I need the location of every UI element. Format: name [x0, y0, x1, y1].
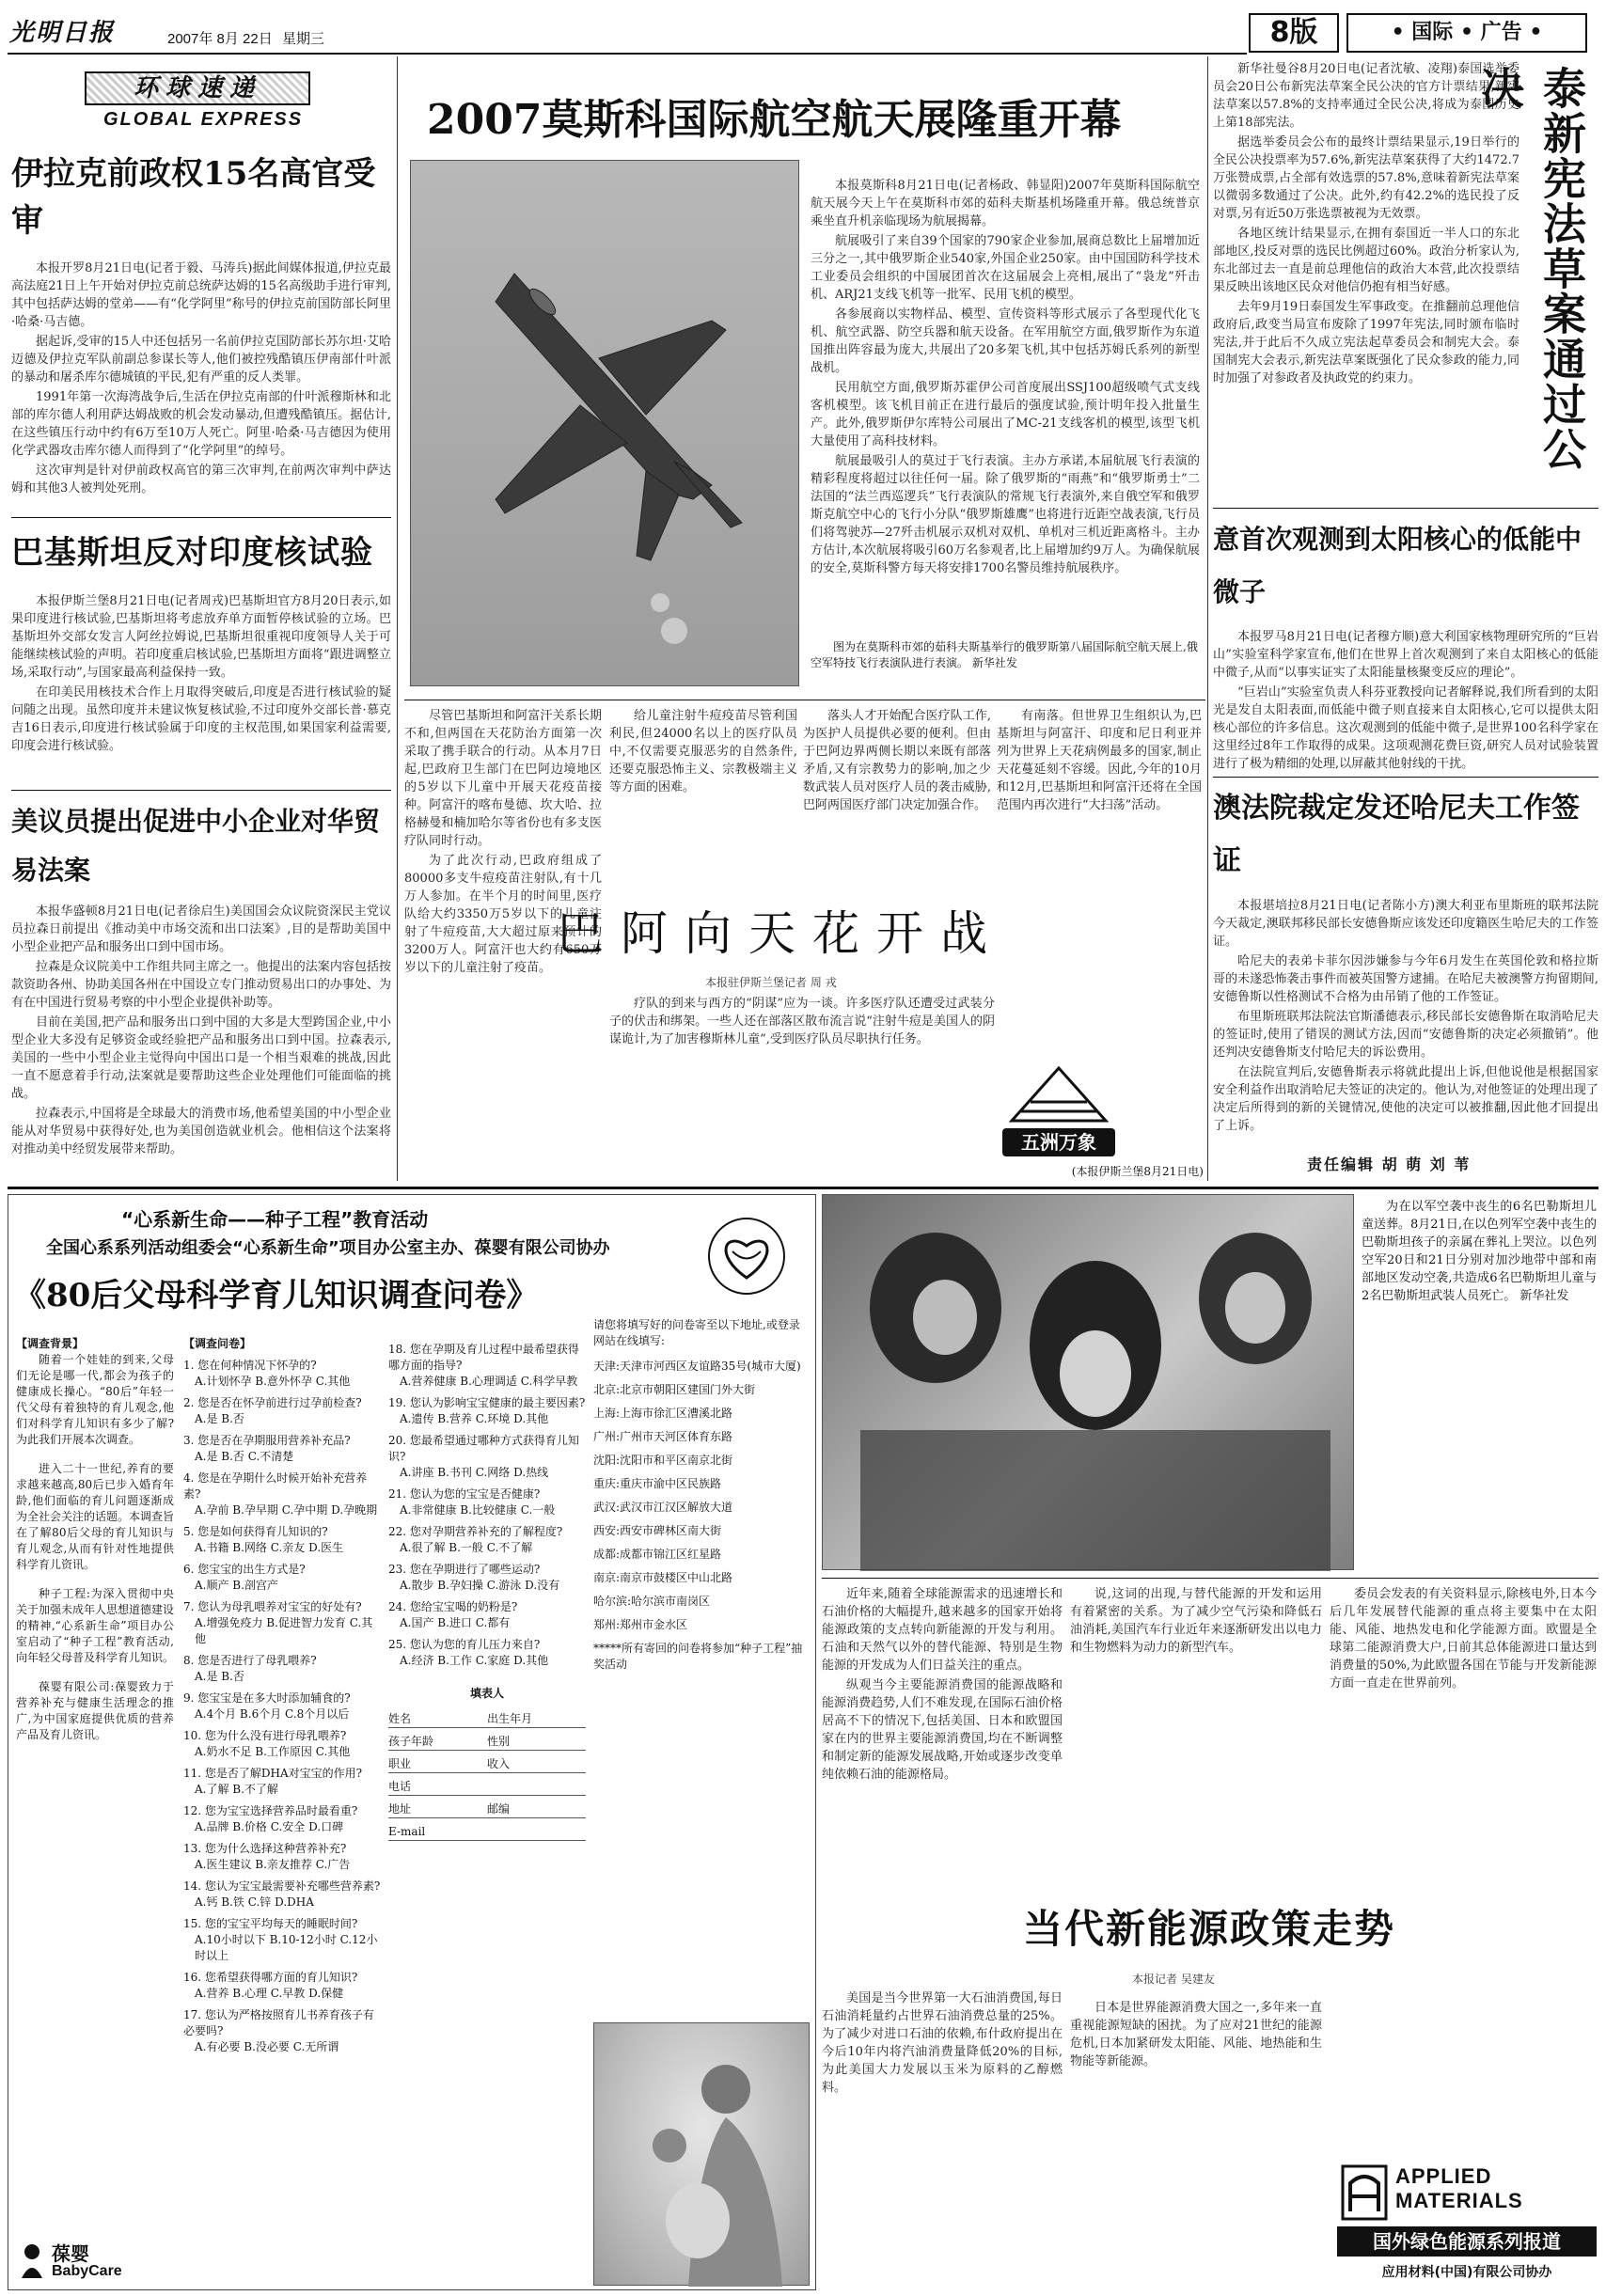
intro-text: 进入二十一世纪,养育的要求越来越高,80后已步入婚育年龄,他们面临的育儿问题逐渐成为全社会关注的话题。本调查旨在了解80后父母的育儿知识与育儿观念,从而有针对性地提供科学育儿资讯。 — [16, 1462, 175, 1571]
iraq-body — [11, 259, 391, 497]
question-item-31: 16. 您希望获得哪方面的育儿知识? — [183, 1971, 358, 1984]
contact-item: *****所有寄回的问卷将参加“种子工程”抽奖活动 — [593, 1642, 803, 1671]
moscow-headline: 2007莫斯科国际航空航天展隆重开幕 — [427, 96, 1122, 144]
form-label-2: 邮编 — [487, 1802, 511, 1816]
pakistan-headline: 巴基斯坦反对印度核试验 — [11, 534, 373, 572]
us-sme-para-2: 拉森是众议院美中工作组共同主席之一。他提出的法案内容包括按款资助各州、协助美国各州在中国设立专门推动贸易出口的办事处、为有在中国进行贸易考察的中小型企业提供补助等。 — [11, 960, 391, 1010]
question-item-9: 5. 您是如何获得育儿知识的? — [183, 1525, 328, 1538]
smallpox-byline: 本报驻伊斯兰堡记者 周 戎 — [705, 976, 837, 989]
neutrino-para-2: “巨岩山”实验室负责人科芬亚教授向记者解释说,我们所看到的太阳光是发自太阳表面,而低能中微子则直接来自太阳核心,它可以提供太阳核心部位的许多信息。这次观测到的低能中微子,是世界100名科学家在这里经过8年工作取得的成果。这项观测花费巨资,研究人员对试验装置进行了极为精细的处理,以屏蔽其他射线的干扰。 — [1213, 685, 1598, 771]
energy-headline: 当代新能源政策走势 — [1022, 1906, 1395, 1952]
question-item-34: A.有必要 B.没必要 C.无所谓 — [195, 2040, 339, 2053]
smallpox-col-4 — [997, 707, 1202, 895]
question-item-14: A.增强免疫力 B.促进智力发育 C.其他 — [195, 1616, 373, 1645]
form-label: 孩子年龄 — [388, 1735, 434, 1748]
thailand-headline: 泰新宪法草案通过公决 — [1474, 66, 1587, 472]
contact-intro: 请您将填写好的问卷寄至以下地址,或登录网站在线填写: — [593, 1318, 800, 1347]
question-item-b-1: 18. 您在孕期及育儿过程中最希望获得哪方面的指导? — [388, 1343, 579, 1372]
question-item-6: A.是 B.否 C.不清楚 — [195, 1450, 294, 1463]
contact-item: 哈尔滨:哈尔滨市南岗区 — [593, 1595, 711, 1608]
question-item-b-6: A.讲座 B.书刊 C.网络 D.热线 — [400, 1466, 549, 1479]
question-item-21: 11. 您是否了解DHA对宝宝的作用? — [183, 1767, 363, 1780]
energy-col-4 — [822, 1989, 1063, 2287]
energy-para-5: 日本是世界能源消费大国之一,多年来一直重视能源短缺的困扰。为了应对21世纪的能源危机,日本加紧研发太阳能、风能、地热能和生物能等新能源。 — [1070, 2001, 1322, 2068]
question-item-29: 15. 您的宝宝平均每天的睡眠时间? — [183, 1917, 358, 1930]
paper-name: 光明日报 — [9, 19, 116, 47]
thailand-para-2: 据选举委员会公布的最终计票结果显示,19日举行的全民公决投票率为57.6%,新宪法草案获得了大约1472.7万张赞成票,占全部有效选票的57.8%,意味着新宪法草案以微弱多数通过了公决。此外,约有42.2%的选民投了反对票,另有近50万张选票被视为无效票。 — [1213, 135, 1519, 221]
question-item-b-7: 21. 您认为您的宝宝是否健康? — [388, 1487, 541, 1501]
ad-col-4 — [593, 1317, 810, 2013]
question-item-b-16: A.经济 B.工作 C.家庭 D.其他 — [400, 1654, 549, 1667]
applied-materials-logo — [1337, 2161, 1597, 2287]
issue-date: 2007年 8月 22日 — [167, 31, 273, 47]
energy-para-1: 近年来,随着全球能源需求的迅速增长和石油价格的大幅提升,越来越多的国家开始将能源政策的支点转向新能源的开发与利用。石油和天然气以外的替代能源、特别是生物能源的开发成为人们日益关注的重点。 — [822, 1587, 1063, 1673]
contact-item: 武汉:武汉市江汉区解放大道 — [593, 1501, 733, 1514]
question-item-20: A.奶水不足 B.工作原因 C.其他 — [195, 1745, 351, 1758]
masthead — [0, 0, 1606, 56]
survey-ad — [8, 1194, 816, 2290]
form-label: 地址 — [388, 1802, 412, 1816]
mother-baby-photo — [593, 2022, 810, 2286]
energy-byline: 本报记者 吴建友 — [1132, 1973, 1215, 1986]
question-item-22: A.了解 B.不了解 — [195, 1783, 278, 1796]
global-express-badge — [66, 71, 348, 137]
babycare-icon — [18, 2242, 46, 2280]
background-title: 【调查背景】 — [16, 1337, 85, 1350]
issue-weekday: 星期三 — [282, 31, 325, 47]
question-item-23: 12. 您为宝宝选择营养品时最看重? — [183, 1804, 358, 1817]
ad-col-3 — [388, 1336, 586, 2286]
smallpox-para-1: 尽管巴基斯坦和阿富汗关系长期不和,但两国在天花防治方面第一次采取了携手联合的行动。从本月7日起,巴政府卫生部门在巴阿边境地区的5岁以下儿童中开展天花疫苗接种。阿富汗的喀布曼德、坎大哈、拉格赫曼和楠加哈尔等省份也有多支医疗队同时行动。 — [404, 709, 602, 848]
contact-list — [593, 1359, 810, 1673]
question-item-b-15: 25. 您认为您的育儿压力来自? — [388, 1638, 541, 1651]
ad-title: 《80后父母科学育儿知识调查问卷》 — [14, 1277, 539, 1314]
sponsor-name: APPLIED MATERIALS — [1395, 2164, 1523, 2212]
pakistan-para-2: 在印美民用核技术合作上月取得突破后,印度是否进行核试验的疑问随之出现。虽然印度并未建议恢复核试验,不过印度外交部长普·慕克吉16日表示,印度进行核试验属于印度的主权范围,如果国家利益需要,印度会进行核试验。 — [11, 685, 391, 753]
company-text: 葆婴有限公司:葆婴致力于营养补充与健康生活理念的推广,为中国家庭提供优质的营养产品及育儿资讯。 — [16, 1680, 174, 1741]
question-item-b-9: 22. 您对孕期营养补充的了解程度? — [388, 1525, 563, 1538]
ad-col-1 — [16, 1336, 174, 2286]
us-sme-body — [11, 903, 391, 1158]
pakistan-body — [11, 592, 391, 755]
question-item-8: A.孕前 B.孕早期 C.孕中期 D.孕晚期 — [195, 1503, 378, 1517]
question-item-b-3: 19. 您认为影响宝宝健康的最主要因素? — [388, 1396, 586, 1409]
neutrino-para-1: 本报罗马8月21日电(记者穆方顺)意大利国家核物理研究所的“巨岩山”实验室科学家宣布,他们在世界上首次观测到了来自太阳核心的低能中微子,从而“以事实证实了太阳能量核聚变反应的理论”。 — [1213, 630, 1598, 680]
smallpox-para-6: 疗队的到来与西方的“阴谋”应为一谈。许多医疗队还遭受过武装分子的伏击和绑架。一些人还在部落区散布流言说“注射牛痘是美国人的阴谋诡计,为了加害穆斯林儿童”,受到医疗队员尽职执行任务。 — [609, 997, 995, 1046]
ad-organizer: 全国心系系列活动组委会“心系新生命”项目办公室主办、葆婴有限公司协办 — [46, 1238, 610, 1258]
iraq-rule — [11, 517, 391, 518]
form-row — [388, 1706, 586, 1728]
question-item-b-12: A.散步 B.孕妇操 C.游泳 D.没有 — [400, 1579, 560, 1592]
ad-col-2 — [183, 1336, 381, 2286]
energy-para-3: 美国是当今世界第一大石油消费国,每日石油消耗量约占世界石油消费总量的25%。为了减少对进口石油的依赖,布什政府提出在今后10年内将汽油消费量降低20%的目标,为此美国大力发展以玉米为原料的乙醇燃料。 — [822, 1991, 1063, 2095]
form-label: 电话 — [388, 1780, 412, 1793]
sponsor-credit: 应用材料(中国)有限公司协办 — [1381, 2265, 1552, 2280]
question-item-33: 17. 您认为严格按照育儿书养育孩子有必要吗? — [183, 2008, 374, 2037]
question-list-2 — [388, 1342, 586, 1669]
top-section-rule — [8, 1187, 1598, 1189]
question-item-11: 6. 您宝宝的出生方式是? — [183, 1563, 306, 1576]
form-label-2: 出生年月 — [487, 1712, 533, 1725]
section-label: • 国际 • 广告 • — [1346, 13, 1587, 53]
thailand-body — [1213, 60, 1519, 498]
question-item-b-5: 20. 您最希望通过哪种方式获得育儿知识? — [388, 1434, 579, 1463]
gaza-funeral-photo — [822, 1194, 1354, 1570]
smallpox-para-5: 有南落。但世界卫生组织认为,巴基斯坦与阿富汗、印度和尼日利亚并列为世界上天花病例最多的国家,制止天花蔓延刻不容缓。因此,今年的10月和12月,巴基斯坦和阿富汗还将在全国范围内再次进行“大扫荡”活动。 — [997, 709, 1202, 812]
contact-item: 北京:北京市朝阳区建国门外大街 — [593, 1383, 756, 1396]
gaza-photo-caption: 为在以军空袭中丧生的6名巴勒斯坦儿童送葬。8月21日,在以色列军空袭中丧生的巴勒斯坦孩子的亲属在葬礼上哭泣。以色列空军20日和21日分别对加沙地带中部和南部地区发动空袭,共造成6名巴勒斯坦儿童与2名巴勒斯坦武装人员死亡。 新华社发 — [1362, 1200, 1597, 1303]
wuzhou-logo-text: 五洲万象 — [1002, 1128, 1115, 1156]
question-item-b-13: 24. 您给宝宝喝的奶粉是? — [388, 1600, 518, 1613]
right-col-divider — [1207, 56, 1208, 1181]
thailand-article — [1213, 60, 1598, 502]
neutrino-headline: 意首次观测到太阳核心的低能中微子 — [1213, 524, 1582, 607]
question-item-25: 13. 您为什么选择这种营养补充? — [183, 1842, 347, 1855]
question-item-15: 8. 您是否进行了母乳喂养? — [183, 1654, 317, 1667]
applied-materials-icon — [1341, 2164, 1388, 2221]
neutrino-rule — [1213, 777, 1598, 778]
form-title: 填表人 — [469, 1687, 504, 1700]
question-item-28: A.钙 B.铁 C.锌 D.DHA — [195, 1895, 314, 1909]
questionnaire-title: 【调查问卷】 — [183, 1337, 252, 1350]
question-item-18: A.4个月 B.6个月 C.8个月以后 — [195, 1707, 350, 1721]
background-text: 随着一个娃娃的到来,父母们无论是哪一代,都会为孩子的健康成长操心。“80后”年轻一代父母有着独特的育儿观念,他们对科学育儿知识有多少了解?为此我们开展本次调查。 — [16, 1353, 174, 1446]
question-item-4: A.是 B.否 — [195, 1412, 244, 1425]
smallpox-article — [404, 707, 1205, 1177]
ad-top-line: “心系新生命——种子工程”教育活动 — [121, 1208, 429, 1231]
contact-item: 南京:南京市鼓楼区中山北路 — [593, 1571, 733, 1584]
form-row — [388, 1751, 586, 1773]
macau-para-1: 本报堪培拉8月21日电(记者陈小方)澳大利亚布里斯班的联邦法院今天裁定,澳联邦移民部长安德鲁斯应该发还印度籍医生哈尼夫的工作签证。 — [1213, 899, 1598, 949]
macau-para-2: 哈尼夫的表弟卡菲尔因涉嫌参与今年6月发生在英国伦敦和格拉斯哥的未遂恐怖袭击事件而被英国警方逮捕。在哈尼夫被澳警方拘留期间,安德鲁斯以性格测试不合格为由吊销了他的工作签证。 — [1213, 954, 1598, 1004]
brand-en: BabyCare — [52, 2263, 122, 2279]
energy-para-4: 说,这词的出现,与替代能源的开发和运用有着紧密的关系。为了减少空气污染和降低石油消耗,美国汽车行业近年来逐渐研发出以电力和生物燃料为动力的新型汽车。 — [1070, 1587, 1322, 1655]
us-sme-article — [11, 797, 391, 1178]
question-item-b-10: A.很了解 B.一般 C.不了解 — [400, 1541, 533, 1554]
question-item-b-4: A.遗传 B.营养 C.环境 D.其他 — [400, 1412, 549, 1425]
fighter-jet-icon — [411, 161, 800, 687]
moscow-para-2: 航展吸引了来自39个国家的790家企业参加,展商总数比上届增加近三分之一,其中俄罗斯企业540家,外国企业250家。由中国国防科学技术工业委员会组织的中国展团首次在这届展会上亮相,展出了“袅龙”歼击机、ARJ21支线飞机等一批军、民用飞机的模型。 — [811, 234, 1200, 302]
energy-para-2: 纵观当今主要能源消费国的能源战略和能源消费趋势,人们不难发现,在国际石油价格居高不下的情况下,包括美国、日本和欧盟国家在内的世界主要能源消费国,均在不断调整和制定新的能源发展战略,开始或逐步改变单纯依赖石油的能源格局。 — [822, 1678, 1063, 1782]
seed-text: 种子工程:为深入贯彻中央关于加强未成年人思想道德建设的精神,“心系新生命”项目办公室启动了“种子工程”教育活动,向年轻父母普及科学育儿知识。 — [16, 1587, 175, 1664]
iraq-para-3: 1991年第一次海湾战争后,生活在伊拉克南部的什叶派穆斯林和北部的库尔德人利用萨达姆战败的机会发动暴动,但遭残酷镇压。据估计,在这些镇压行动中约有6万至10万人死亡。阿里·哈桑·马吉德因为使用化学武器攻击库尔德人而得到了“化学阿里”的绰号。 — [11, 390, 391, 458]
left-col-divider — [397, 56, 398, 1181]
question-item-b-8: A.非常健康 B.比较健康 C.一般 — [400, 1503, 556, 1517]
smallpox-para-3: 给儿童注射牛痘疫苗尽管利国利民,但24000名以上的医疗队员中,不仅需要克服恶劣的自然条件,还要克服恐怖主义、宗教极端主义等方面的困难。 — [609, 709, 797, 794]
global-express-en: GLOBAL EXPRESS — [103, 109, 304, 130]
question-item-b-14: A.国产 B.进口 C.都有 — [400, 1616, 511, 1629]
question-item-b-2: A.营养健康 B.心理调适 C.科学早教 — [400, 1375, 578, 1388]
contact-item: 成都:成都市锦江区红星路 — [593, 1548, 722, 1561]
moscow-photo-caption: 图为在莫斯科市郊的茹科夫斯基举行的俄罗斯第八届国际航空航天展上,俄空军特技飞行表演队进行表演。 新华社发 — [811, 640, 1198, 669]
moscow-article — [404, 56, 1205, 715]
energy-col-3 — [1330, 1585, 1597, 1830]
energy-article — [822, 1585, 1598, 2290]
heart-logo-icon — [704, 1214, 789, 1298]
question-item-30: A.10小时以下 B.10-12小时 C.12小时以上 — [195, 1933, 378, 1962]
thailand-para-3: 各地区统计结果显示,在拥有泰国近一半人口的东北部地区,投反对票的选民比例超过60%。政治分析家认为,东北部过去一直是前总理他信的政治大本营,此次投票结果反映出该地区民众对他信仍抱有相当好感。 — [1213, 227, 1519, 294]
thailand-para-4: 去年9月19日泰国发生军事政变。在推翻前总理他信政府后,政变当局宣布废除了1997年宪法,同时颁布临时宪法,并于此后不久成立宪法起草委员会和制宪大会。泰国制宪大会表示,新宪法草案既强化了民众参政的能力,同时加强了对参政者及执政党的约束力。 — [1213, 300, 1519, 385]
pyramid-icon — [1002, 1064, 1115, 1124]
neutrino-article — [1213, 513, 1598, 771]
contact-item: 沈阳:沈阳市和平区南京北街 — [593, 1454, 733, 1467]
question-item-b-11: 23. 您在孕期进行了哪些运动? — [388, 1563, 541, 1576]
smallpox-para-2: 为了此次行动,巴政府组成了80000多支牛痘疫苗注射队,有十几万人参加。在半个月的时间里,医疗队给大约3350万5岁以下的儿童注射了牛痘疫苗,大大超过原来预计的3200万人。阿富汗也大约有650万岁以下的儿童注射了疫苗。 — [404, 854, 602, 975]
energy-para-6: 委员会发表的有关资料显示,除核电外,日本今后几年发展替代能源的重点将主要集中在太阳能、风能、地热发电和化学能源方面。欧盟是全球第二能源消费大户,日前其总体能源进口量达到消费量的50%,为此欧盟各国在节能与开发新能源方面一直走在世界前列。 — [1330, 1587, 1597, 1691]
question-item-13: 7. 您认为母乳喂养对宝宝的好处有? — [183, 1600, 362, 1613]
moscow-para-5: 航展最吸引人的莫过于飞行表演。主办方承诺,本届航展飞行表演的精彩程度将超过以往任何一届。除了俄罗斯的“雨燕”和“俄罗斯勇士”二法国的“法兰西巡逻兵”飞行表演队的常规飞行表演外,来自俄空军和俄罗斯克航空中心的飞行小分队“俄罗斯雄鹰”也将进行近距空战表演,飞行员们将驾驶苏—27歼击机展示双机对双机、单机对三机近距离格斗。主办方估计,本次航展将吸引60万名参观者,比上届增加约9万人。为确保航展的安全,莫斯科警方每天将安排1700名警员维持航展秩序。 — [811, 454, 1200, 575]
contact-item: 天津:天津市河西区友谊路35号(城市大厦) — [593, 1360, 801, 1373]
masthead-rule — [8, 53, 1247, 55]
question-item-17: 9. 您宝宝是在多大时添加辅食的? — [183, 1691, 351, 1705]
airshow-photo — [410, 160, 799, 686]
form-row — [388, 1773, 586, 1796]
question-list-1 — [183, 1358, 381, 2055]
contact-item: 上海:上海市徐汇区漕溪北路 — [593, 1407, 733, 1420]
moscow-para-3: 各参展商以实物样品、模型、宣传资料等形式展示了各型现代化飞机、航空武器、防空兵器和航天设备。在军用航空方面,俄罗斯作为东道国推出阵容最为庞大,共展出了20多架飞机,其中包括苏姆氏系列的新型战机。 — [811, 307, 1200, 375]
moscow-para-1: 本报莫斯科8月21日电(记者杨政、韩显阳)2007年莫斯科国际航空航天展今天上午在莫斯科市郊的茹科夫斯基机场隆重开幕。俄总统普京乘坐直升机亲临现场为航展揭幕。 — [811, 179, 1200, 228]
iraq-article — [11, 150, 391, 506]
thailand-para-1: 新华社曼谷8月20日电(记者沈敏、凌翔)泰国选举委员会20日公布新宪法草案全民公决的官方计票结果,新宪法草案以57.8%的支持率通过全民公决,将成为泰国历史上第18部宪法。 — [1213, 62, 1519, 130]
survey-form — [388, 1706, 586, 1841]
form-row — [388, 1728, 586, 1751]
iraq-headline: 伊拉克前政权15名高官受审 — [11, 155, 376, 240]
ad-heart-logo — [704, 1214, 789, 1298]
question-item-5: 3. 您是否在孕期服用营养补充品? — [183, 1434, 351, 1447]
form-row — [388, 1818, 586, 1841]
macau-para-3: 布里斯班联邦法院法官斯潘德表示,移民部长安德鲁斯在取消哈尼夫的签证时,使用了错误的测试方法,因而“安德鲁斯的决定必须撤销”。他还判决安德鲁斯支付哈尼夫的诉讼费用。 — [1213, 1010, 1598, 1060]
question-item-7: 4. 您是在孕期什么时候开始补充营养素? — [183, 1471, 368, 1501]
smallpox-col-3 — [803, 707, 991, 895]
contact-item: 西安:西安市碑林区南大街 — [593, 1524, 722, 1537]
neutrino-body — [1213, 628, 1598, 773]
us-sme-headline: 美议员提出促进中小企业对华贸易法案 — [11, 806, 381, 886]
question-item-19: 10. 您为什么没有进行母乳喂养? — [183, 1729, 347, 1742]
babycare-logo — [18, 2239, 168, 2286]
question-item-12: A.顺产 B.剖宫产 — [195, 1579, 278, 1592]
contact-item: 重庆:重庆市渝中区民族路 — [593, 1477, 722, 1490]
form-row — [388, 1796, 586, 1818]
form-label: E-mail — [388, 1825, 426, 1838]
mourners-icon — [823, 1195, 1355, 1571]
question-item-24: A.品牌 B.价格 C.安全 D.口碑 — [195, 1820, 344, 1833]
contact-item: 郑州:郑州市金水区 — [593, 1618, 688, 1631]
question-item-2: A.计划怀孕 B.意外怀孕 C.其他 — [195, 1375, 351, 1388]
question-item-32: A.营养 B.心理 C.早教 D.保健 — [195, 1987, 344, 2000]
moscow-para-4: 民用航空方面,俄罗斯苏霍伊公司首度展出SSJ100超级喷气式支线客机模型。该飞机目前正在进行最后的强度试验,预计明年投入批量生产。此外,俄罗斯伊尔库特公司展出了MC-21支线客机的模型,该型飞机大量使用了高科技材料。 — [811, 381, 1200, 448]
macau-article — [1213, 782, 1598, 1149]
photo-rule — [822, 1578, 1598, 1579]
brand-name: 葆婴 — [52, 2242, 89, 2265]
global-express-title: 环球速递 — [85, 71, 310, 105]
question-item-16: A.是 B.否 — [195, 1670, 244, 1683]
us-sme-para-4: 拉森表示,中国将是全球最大的消费市场,他希望美国的中小型企业能从对华贸易中获得好处,也为美国创造就业机会。他相信这个法案将对推动美中经贸发展带来帮助。 — [11, 1107, 391, 1156]
contact-item: 广州:广州市天河区体育东路 — [593, 1430, 733, 1443]
iraq-para-4: 这次审判是针对伊前政权高官的第三次审判,在前两次审判中萨达姆和其他3人被判处死刑。 — [11, 464, 391, 495]
iraq-para-2: 据起诉,受审的15人中还包括另一名前伊拉克国防部长苏尔坦·艾哈迈德及伊拉克军队前副总参谋长等人,他们被控残酷镇压伊南部什叶派的暴动和屠杀库尔德城镇的平民,犯有严重的反人类罪。 — [11, 335, 391, 385]
form-label: 姓名 — [388, 1712, 412, 1725]
macau-body — [1213, 897, 1598, 1188]
pakistan-para-1: 本报伊斯兰堡8月21日电(记者周戎)巴基斯坦官方8月20日表示,如果印度进行核试验,巴基斯坦将考虑放弃单方面暂停核试验的立场。巴基斯坦外交部女发言人阿丝拉姆说,巴基斯坦很重视印度领导人关于可能继续核试验的声明。若印度重启核试验,巴基斯坦方面将“跟进调整立场,采取行动”,与国家最高利益保持一致。 — [11, 594, 391, 680]
energy-col-5 — [1070, 1999, 1322, 2287]
macau-headline: 澳法院裁定发还哈尼夫工作签证 — [1213, 792, 1580, 877]
sponsor-banner: 国外绿色能源系列报道 — [1337, 2226, 1597, 2257]
question-item-1: 1. 您在何种情况下怀孕的? — [183, 1359, 317, 1372]
us-sme-para-1: 本报华盛顿8月21日电(记者徐启生)美国国会众议院资深民主党议员拉森日前提出《推动美中市场交流和出口法案》,目的是帮助美国中小型企业把产品和服务出口到中国市场。 — [11, 904, 391, 954]
question-item-27: 14. 您认为宝宝最需要补充哪些营养素? — [183, 1879, 381, 1893]
smallpox-col-5 — [609, 995, 995, 1164]
energy-col-2 — [1070, 1585, 1322, 1792]
smallpox-footer: (本报伊斯兰堡8月21日电) — [1071, 1165, 1204, 1178]
question-item-26: A.医生建议 B.亲友推荐 C.广告 — [195, 1858, 351, 1871]
pakistan-rule — [11, 790, 391, 791]
page-number: 8版 — [1249, 13, 1339, 53]
smallpox-col-2 — [609, 707, 797, 895]
wuzhou-logo — [1002, 1064, 1115, 1158]
form-label-2: 收入 — [487, 1757, 511, 1770]
smallpox-para-4: 落头人才开始配合医疗队工作,为医护人员提供必要的便利。但由于巴阿边界两侧长期以来既有部落矛盾,又有宗教势力的影响,加之少数武装人员对医疗人员的袭击威胁,巴阿两国医疗部门决定加强合作。 — [803, 709, 991, 812]
moscow-body — [811, 177, 1200, 628]
macau-para-4: 在法院宣判后,安德鲁斯表示将就此提出上诉,但他说他是根据国家安全利益作出取消哈尼夫签证的决定的。他认为,对他签证的处理出现了决定后所得到的新的关键情况,使他的决定可以被推翻,因此他才回提出了上诉。 — [1213, 1065, 1598, 1133]
thailand-rule — [1213, 508, 1598, 509]
pakistan-article — [11, 527, 391, 780]
us-sme-para-3: 目前在美国,把产品和服务出口到中国的大多是大型跨国企业,中小型企业大多没有足够资金或经验把产品和服务出口到中国。拉森表示,美国的一些中小型企业主觉得向中国出口是一个相当艰难的挑战,因此一直不愿意着手行动,法案就是要帮助这些企业处理他们可能面临的挑战。 — [11, 1015, 391, 1101]
mother-figure-icon — [594, 2023, 811, 2287]
smallpox-headline: 巴阿向天花开战 — [557, 906, 1004, 961]
form-label-2: 性别 — [487, 1735, 511, 1748]
question-item-10: A.书籍 B.网络 C.亲友 D.医生 — [195, 1541, 344, 1554]
form-label: 职业 — [388, 1757, 412, 1770]
iraq-para-1: 本报开罗8月21日电(记者于毅、马涛兵)据此间媒体报道,伊拉克最高法庭21日上午开始对伊拉克前总统萨达姆的15名高级助手进行审判,其中包括萨达姆的堂弟——有“化学阿里”称号的伊拉克前国防部长阿里·哈桑·马吉德。 — [11, 261, 391, 329]
question-item-3: 2. 您是否在怀孕前进行过孕前检查? — [183, 1396, 362, 1409]
editors-credit: 责任编辑 胡 萌 刘 苇 — [1307, 1156, 1472, 1173]
